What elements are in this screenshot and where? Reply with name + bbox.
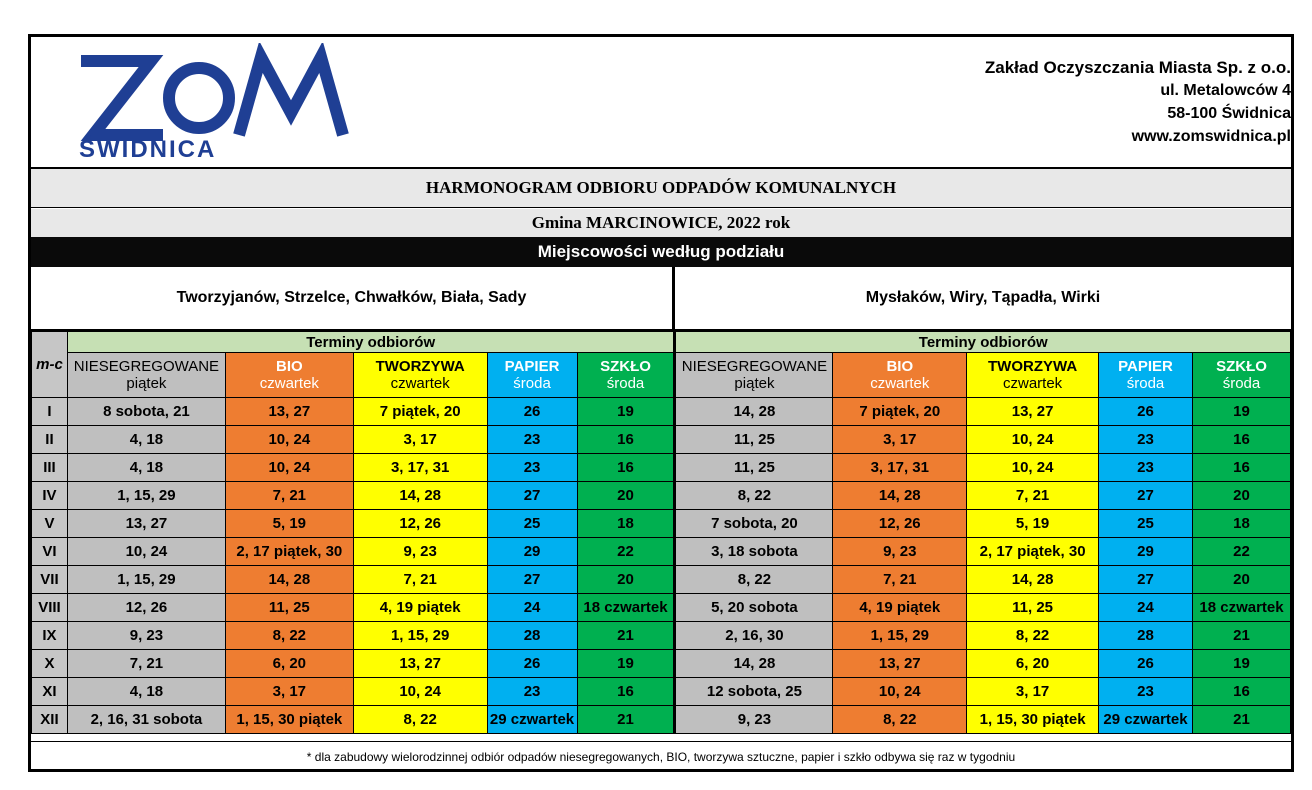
- zones-header: [31, 267, 1291, 331]
- page-subtitle: Gmina MARCINOWICE, 2022 rok: [31, 209, 1291, 237]
- papier-cell: 23: [1099, 426, 1193, 454]
- niesegregowane-cell: 12, 26: [67, 594, 225, 622]
- szklo-cell: 19: [1192, 650, 1290, 678]
- column-header-day: czwartek: [1003, 375, 1063, 392]
- month-cell: VII: [32, 566, 68, 594]
- month-cell: XI: [32, 678, 68, 706]
- tworzywa-cell: 8, 22: [967, 622, 1099, 650]
- niesegregowane-cell: 13, 27: [67, 510, 225, 538]
- month-cell: VIII: [32, 594, 68, 622]
- column-header-day: środa: [606, 375, 645, 392]
- niesegregowane-cell: 14, 28: [675, 650, 833, 678]
- zom-logo: [71, 43, 351, 161]
- papier-cell: 23: [487, 454, 577, 482]
- papier-cell: 23: [1099, 678, 1193, 706]
- niesegregowane-cell: 2, 16, 30: [675, 622, 833, 650]
- table-row: [32, 566, 1291, 594]
- column-header-name: NIESEGREGOWANE: [73, 358, 220, 375]
- column-header-szklo-zone-2: [1192, 353, 1290, 398]
- bio-cell: 7, 21: [833, 566, 967, 594]
- column-header-name: TWORZYWA: [988, 358, 1078, 375]
- szklo-cell: 21: [577, 706, 675, 734]
- company-name: Zakład Oczyszczania Miasta Sp. z o.o.: [984, 58, 1291, 77]
- bio-cell: 1, 15, 30 piątek: [225, 706, 353, 734]
- papier-cell: 27: [1099, 482, 1193, 510]
- column-header-name: PAPIER: [504, 358, 560, 375]
- szklo-cell: 16: [1192, 426, 1290, 454]
- niesegregowane-cell: 7 sobota, 20: [675, 510, 833, 538]
- tworzywa-cell: 14, 28: [353, 482, 487, 510]
- month-cell: IV: [32, 482, 68, 510]
- szklo-cell: 20: [1192, 482, 1290, 510]
- papier-cell: 24: [1099, 594, 1193, 622]
- column-header-name: NIESEGREGOWANE: [681, 358, 828, 375]
- papier-cell: 25: [487, 510, 577, 538]
- bio-cell: 3, 17: [225, 678, 353, 706]
- szklo-cell: 19: [1192, 398, 1290, 426]
- schedule-document: [28, 34, 1294, 772]
- section-title: Miejscowości według podziału: [31, 237, 1291, 267]
- szklo-cell: 18 czwartek: [577, 594, 675, 622]
- table-row: [32, 426, 1291, 454]
- column-header-day: czwartek: [390, 375, 450, 392]
- bio-cell: 2, 17 piątek, 30: [225, 538, 353, 566]
- bio-cell: 10, 24: [225, 454, 353, 482]
- terminy-label-zone-2: Terminy odbiorów: [675, 332, 1291, 353]
- bio-cell: 6, 20: [225, 650, 353, 678]
- tworzywa-cell: 6, 20: [967, 650, 1099, 678]
- month-header: m-c: [32, 332, 68, 398]
- papier-cell: 23: [487, 678, 577, 706]
- column-header-day: piątek: [734, 375, 775, 392]
- szklo-cell: 22: [1192, 538, 1290, 566]
- bio-cell: 10, 24: [225, 426, 353, 454]
- tworzywa-cell: 10, 24: [967, 454, 1099, 482]
- column-header-niesegregowane-zone-2: [675, 353, 833, 398]
- tworzywa-cell: 13, 27: [967, 398, 1099, 426]
- niesegregowane-cell: 4, 18: [67, 426, 225, 454]
- table-row: [32, 454, 1291, 482]
- papier-cell: 23: [487, 426, 577, 454]
- niesegregowane-cell: 8, 22: [675, 482, 833, 510]
- szklo-cell: 22: [577, 538, 675, 566]
- footnote: * dla zabudowy wielorodzinnej odbiór odpadów niesegregowanych, BIO, tworzywa sztuczne, papier i szkło odbywa się raz w tygodniu: [31, 741, 1291, 772]
- niesegregowane-cell: 7, 21: [67, 650, 225, 678]
- szklo-cell: 18: [1192, 510, 1290, 538]
- niesegregowane-cell: 4, 18: [67, 454, 225, 482]
- bio-cell: 9, 23: [833, 538, 967, 566]
- bio-cell: 3, 17: [833, 426, 967, 454]
- column-header-niesegregowane-zone-1: [67, 353, 225, 398]
- niesegregowane-cell: 8, 22: [675, 566, 833, 594]
- szklo-cell: 20: [1192, 566, 1290, 594]
- column-header-day: środa: [513, 375, 551, 392]
- company-info: [985, 57, 1291, 148]
- table-row: [32, 678, 1291, 706]
- table-row: [32, 706, 1291, 734]
- column-header-szklo-zone-1: [577, 353, 675, 398]
- bio-cell: 13, 27: [833, 650, 967, 678]
- company-website[interactable]: www.zomswidnica.pl: [1131, 128, 1291, 145]
- column-header-tworzywa-zone-2: [967, 353, 1099, 398]
- papier-cell: 27: [487, 566, 577, 594]
- papier-cell: 25: [1099, 510, 1193, 538]
- bio-cell: 14, 28: [833, 482, 967, 510]
- bio-cell: 11, 25: [225, 594, 353, 622]
- column-header-day: środa: [1126, 375, 1165, 392]
- papier-cell: 29: [487, 538, 577, 566]
- papier-cell: 26: [1099, 398, 1193, 426]
- niesegregowane-cell: 9, 23: [67, 622, 225, 650]
- szklo-cell: 18: [577, 510, 675, 538]
- column-header-tworzywa-zone-1: [353, 353, 487, 398]
- column-header-name: SZKŁO: [600, 358, 651, 375]
- niesegregowane-cell: 14, 28: [675, 398, 833, 426]
- szklo-cell: 16: [1192, 678, 1290, 706]
- bio-cell: 12, 26: [833, 510, 967, 538]
- month-cell: V: [32, 510, 68, 538]
- szklo-cell: 16: [1192, 454, 1290, 482]
- niesegregowane-cell: 5, 20 sobota: [675, 594, 833, 622]
- tworzywa-cell: 3, 17: [353, 426, 487, 454]
- niesegregowane-cell: 4, 18: [67, 678, 225, 706]
- header: [31, 37, 1291, 169]
- tworzywa-cell: 2, 17 piątek, 30: [967, 538, 1099, 566]
- column-header-bio-zone-2: [833, 353, 967, 398]
- tworzywa-cell: 7, 21: [353, 566, 487, 594]
- bio-cell: 7 piątek, 20: [833, 398, 967, 426]
- page-title: HARMONOGRAM ODBIORU ODPADÓW KOMUNALNYCH: [31, 169, 1291, 208]
- bio-cell: 8, 22: [833, 706, 967, 734]
- column-header-day: czwartek: [870, 375, 930, 392]
- szklo-cell: 19: [577, 398, 675, 426]
- terminy-label-zone-1: Terminy odbiorów: [67, 332, 675, 353]
- column-header-name: TWORZYWA: [375, 358, 465, 375]
- niesegregowane-cell: 11, 25: [675, 454, 833, 482]
- column-header-papier-zone-1: [487, 353, 577, 398]
- bio-cell: 13, 27: [225, 398, 353, 426]
- tworzywa-cell: 3, 17: [967, 678, 1099, 706]
- papier-cell: 26: [1099, 650, 1193, 678]
- szklo-cell: 18 czwartek: [1192, 594, 1290, 622]
- column-header-papier-zone-2: [1099, 353, 1193, 398]
- niesegregowane-cell: 3, 18 sobota: [675, 538, 833, 566]
- niesegregowane-cell: 9, 23: [675, 706, 833, 734]
- szklo-cell: 16: [577, 454, 675, 482]
- column-header-name: BIO: [886, 358, 914, 375]
- column-header-bio-zone-1: [225, 353, 353, 398]
- month-cell: VI: [32, 538, 68, 566]
- tworzywa-cell: 11, 25: [967, 594, 1099, 622]
- company-city: 58-100 Świdnica: [1167, 105, 1291, 122]
- bio-cell: 10, 24: [833, 678, 967, 706]
- niesegregowane-cell: 1, 15, 29: [67, 566, 225, 594]
- niesegregowane-cell: 2, 16, 31 sobota: [67, 706, 225, 734]
- szklo-cell: 16: [577, 426, 675, 454]
- szklo-cell: 19: [577, 650, 675, 678]
- zone-2-localities: Mysłaków, Wiry, Tąpadła, Wirki: [865, 289, 1101, 306]
- column-header-name: BIO: [276, 358, 303, 375]
- month-cell: II: [32, 426, 68, 454]
- bio-cell: 8, 22: [225, 622, 353, 650]
- niesegregowane-cell: 10, 24: [67, 538, 225, 566]
- tworzywa-cell: 12, 26: [353, 510, 487, 538]
- papier-cell: 29: [1099, 538, 1193, 566]
- szklo-cell: 21: [1192, 622, 1290, 650]
- niesegregowane-cell: 11, 25: [675, 426, 833, 454]
- column-header-name: PAPIER: [1118, 358, 1173, 375]
- papier-cell: 28: [1099, 622, 1193, 650]
- tworzywa-cell: 13, 27: [353, 650, 487, 678]
- table-row: [32, 650, 1291, 678]
- papier-cell: 29 czwartek: [487, 706, 577, 734]
- table-row: [32, 622, 1291, 650]
- szklo-cell: 20: [577, 566, 675, 594]
- papier-cell: 24: [487, 594, 577, 622]
- tworzywa-cell: 9, 23: [353, 538, 487, 566]
- papier-cell: 23: [1099, 454, 1193, 482]
- table-row: [32, 482, 1291, 510]
- schedule-table: [31, 331, 1291, 734]
- tworzywa-cell: 1, 15, 29: [353, 622, 487, 650]
- bio-cell: 4, 19 piątek: [833, 594, 967, 622]
- table-row: [32, 538, 1291, 566]
- niesegregowane-cell: 1, 15, 29: [67, 482, 225, 510]
- niesegregowane-cell: 8 sobota, 21: [67, 398, 225, 426]
- tworzywa-cell: 7 piątek, 20: [353, 398, 487, 426]
- column-header-day: środa: [1222, 375, 1261, 392]
- bio-cell: 1, 15, 29: [833, 622, 967, 650]
- table-row: [32, 510, 1291, 538]
- tworzywa-cell: 3, 17, 31: [353, 454, 487, 482]
- papier-cell: 27: [487, 482, 577, 510]
- szklo-cell: 21: [577, 622, 675, 650]
- bio-cell: 7, 21: [225, 482, 353, 510]
- month-cell: IX: [32, 622, 68, 650]
- zone-1-localities: Tworzyjanów, Strzelce, Chwałków, Biała, Sady: [31, 267, 675, 329]
- tworzywa-cell: 5, 19: [967, 510, 1099, 538]
- tworzywa-cell: 1, 15, 30 piątek: [967, 706, 1099, 734]
- month-cell: I: [32, 398, 68, 426]
- szklo-cell: 21: [1192, 706, 1290, 734]
- column-header-name: SZKŁO: [1216, 358, 1267, 375]
- company-street: ul. Metalowców 4: [1160, 82, 1291, 99]
- tworzywa-cell: 10, 24: [967, 426, 1099, 454]
- szklo-cell: 20: [577, 482, 675, 510]
- papier-cell: 26: [487, 398, 577, 426]
- bio-cell: 5, 19: [225, 510, 353, 538]
- column-header-day: piątek: [126, 375, 167, 392]
- tworzywa-cell: 7, 21: [967, 482, 1099, 510]
- table-row: [32, 398, 1291, 426]
- tworzywa-cell: 8, 22: [353, 706, 487, 734]
- papier-cell: 29 czwartek: [1099, 706, 1193, 734]
- papier-cell: 27: [1099, 566, 1193, 594]
- tworzywa-cell: 14, 28: [967, 566, 1099, 594]
- logo-subtext: ŚWIDNICA: [79, 136, 217, 161]
- niesegregowane-cell: 12 sobota, 25: [675, 678, 833, 706]
- month-cell: III: [32, 454, 68, 482]
- bio-cell: 3, 17, 31: [833, 454, 967, 482]
- month-cell: XII: [32, 706, 68, 734]
- column-header-day: czwartek: [259, 375, 319, 392]
- papier-cell: 28: [487, 622, 577, 650]
- tworzywa-cell: 10, 24: [353, 678, 487, 706]
- table-row: [32, 594, 1291, 622]
- szklo-cell: 16: [577, 678, 675, 706]
- month-cell: X: [32, 650, 68, 678]
- bio-cell: 14, 28: [225, 566, 353, 594]
- tworzywa-cell: 4, 19 piątek: [353, 594, 487, 622]
- papier-cell: 26: [487, 650, 577, 678]
